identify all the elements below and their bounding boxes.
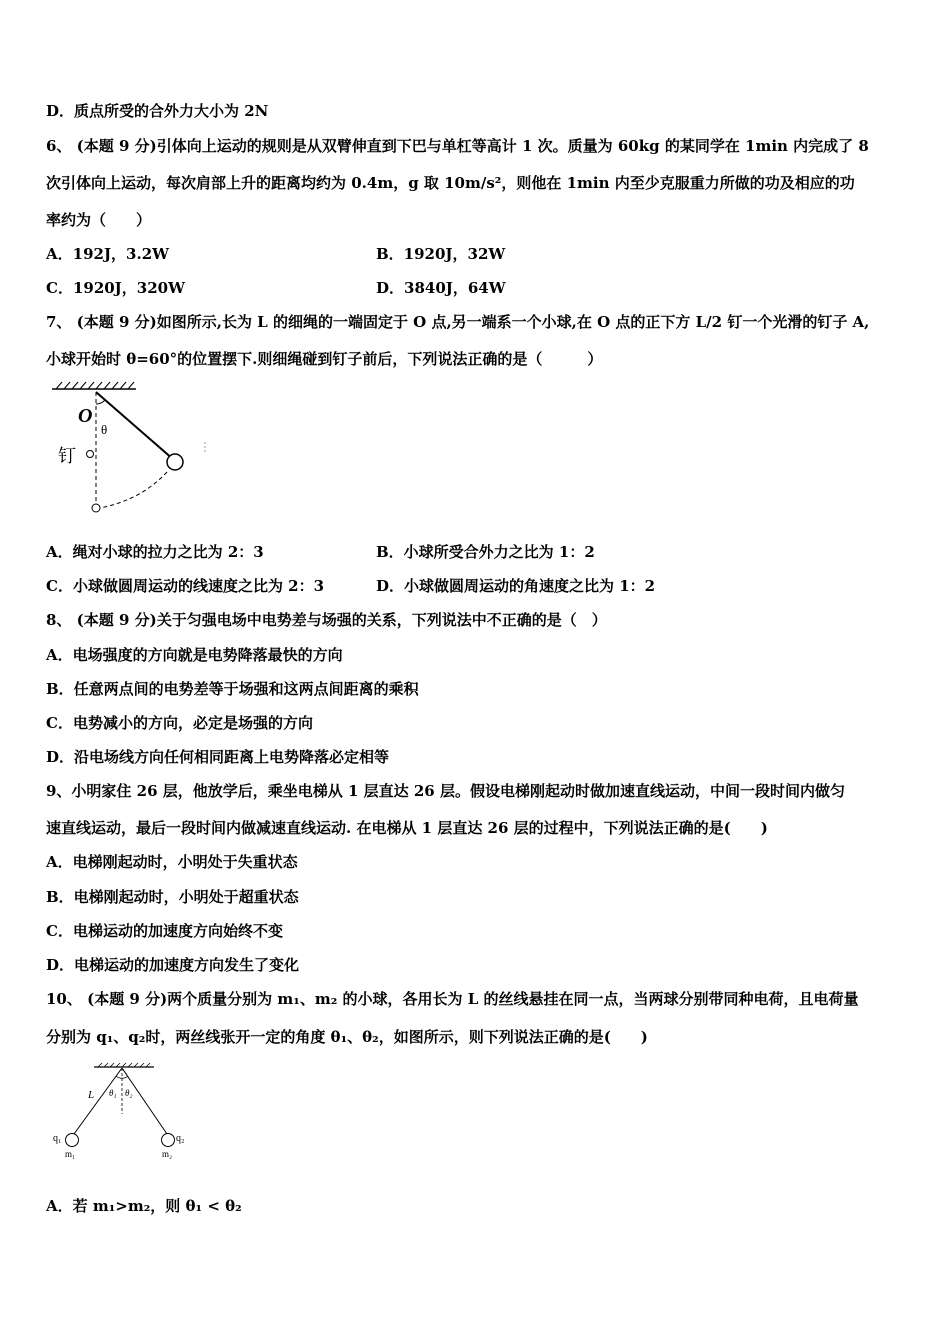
- label-theta1: θ₁: [109, 1088, 117, 1098]
- q6-stem-line3: 率约为（ ）: [46, 211, 152, 229]
- q8-option-a: A．电场强度的方向就是电势降落最快的方向: [46, 646, 343, 664]
- q7-stem-line2: 小球开始时 θ=60°的位置摆下.则细绳碰到钉子前后，下列说法正确的是（ ）: [46, 350, 603, 368]
- q7-option-a: A．绳对小球的拉力之比为 2：3: [46, 543, 264, 561]
- q7-option-b: B．小球所受合外力之比为 1：2: [376, 543, 595, 561]
- q8-option-d: D．沿电场线方向任何相同距离上电势降落必定相等: [46, 748, 390, 766]
- label-l: L: [88, 1089, 95, 1101]
- label-m1: m₁: [65, 1149, 76, 1159]
- q10-stem-line2: 分别为 q₁、q₂时，两丝线张开一定的角度 θ₁、θ₂，如图所示，则下列说法正确的是( ): [46, 1028, 648, 1046]
- q7-option-c: C．小球做圆周运动的线速度之比为 2：3: [46, 577, 325, 595]
- q10-option-a: A．若 m₁>m₂，则 θ₁ < θ₂: [46, 1197, 242, 1215]
- q9-option-a: A．电梯刚起动时，小明处于失重状态: [46, 853, 298, 871]
- pendulum-nail-figure: [46, 378, 216, 520]
- q8-option-b: B．任意两点间的电势差等于场强和这两点间距离的乘积: [46, 680, 419, 698]
- label-nail: 钉: [58, 446, 76, 467]
- q9-option-c: C．电梯运动的加速度方向始终不变: [46, 922, 283, 940]
- q6-option-a: A．192J，3.2W: [46, 245, 169, 263]
- q10-stem-line1: 10、 (本题 9 分)两个质量分别为 m₁、m₂ 的小球，各用长为 L 的丝线悬挂在同一点，当两球分别带同种电荷，且电荷量: [46, 990, 859, 1008]
- q9-stem-line2: 速直线运动，最后一段时间内做减速直线运动. 在电梯从 1 层直达 26 层的过程中，下列说法正确的是( ): [46, 819, 768, 837]
- q6-stem-line1: 6、 (本题 9 分)引体向上运动的规则是从双臂伸直到下巴与单杠等高计 1 次。质量为 60kg 的某同学在 1min 内完成了 8: [46, 137, 869, 155]
- label-theta2: θ₂: [125, 1088, 133, 1098]
- q8-option-c: C．电势减小的方向，必定是场强的方向: [46, 714, 313, 732]
- q7-option-d: D．小球做圆周运动的角速度之比为 1：2: [376, 577, 656, 595]
- label-theta: θ: [101, 422, 108, 437]
- q7-stem-line1: 7、 (本题 9 分)如图所示,长为 L 的细绳的一端固定于 O 点,另一端系一个小球,在 O 点的正下方 L/2 钉一个光滑的钉子 A,: [46, 313, 870, 331]
- q6-option-b: B．1920J，32W: [376, 245, 506, 263]
- q9-option-b: B．电梯刚起动时，小明处于超重状态: [46, 888, 299, 906]
- q8-stem: 8、 (本题 9 分)关于匀强电场中电势差与场强的关系，下列说法中不正确的是（ ）: [46, 611, 607, 629]
- label-o: O: [78, 405, 93, 427]
- q6-stem-line2: 次引体向上运动，每次肩部上升的距离均约为 0.4m，g 取 10m/s²，则他在 1min 内至少克服重力所做的功及相应的功: [46, 174, 855, 192]
- label-q1: q₁: [53, 1133, 62, 1144]
- label-q2: q₂: [176, 1133, 185, 1144]
- q6-option-c: C．1920J，320W: [46, 279, 185, 297]
- q6-option-d: D．3840J，64W: [376, 279, 506, 297]
- two-charged-balls-figure: [50, 1062, 200, 1162]
- q9-option-d: D．电梯运动的加速度方向发生了变化: [46, 956, 300, 974]
- q5-option-d: D．质点所受的合外力大小为 2N: [46, 102, 269, 120]
- label-m2: m₂: [162, 1149, 173, 1159]
- q9-stem-line1: 9、小明家住 26 层，他放学后，乘坐电梯从 1 层直达 26 层。假设电梯刚起动时做加速直线运动，中间一段时间内做匀: [46, 782, 845, 800]
